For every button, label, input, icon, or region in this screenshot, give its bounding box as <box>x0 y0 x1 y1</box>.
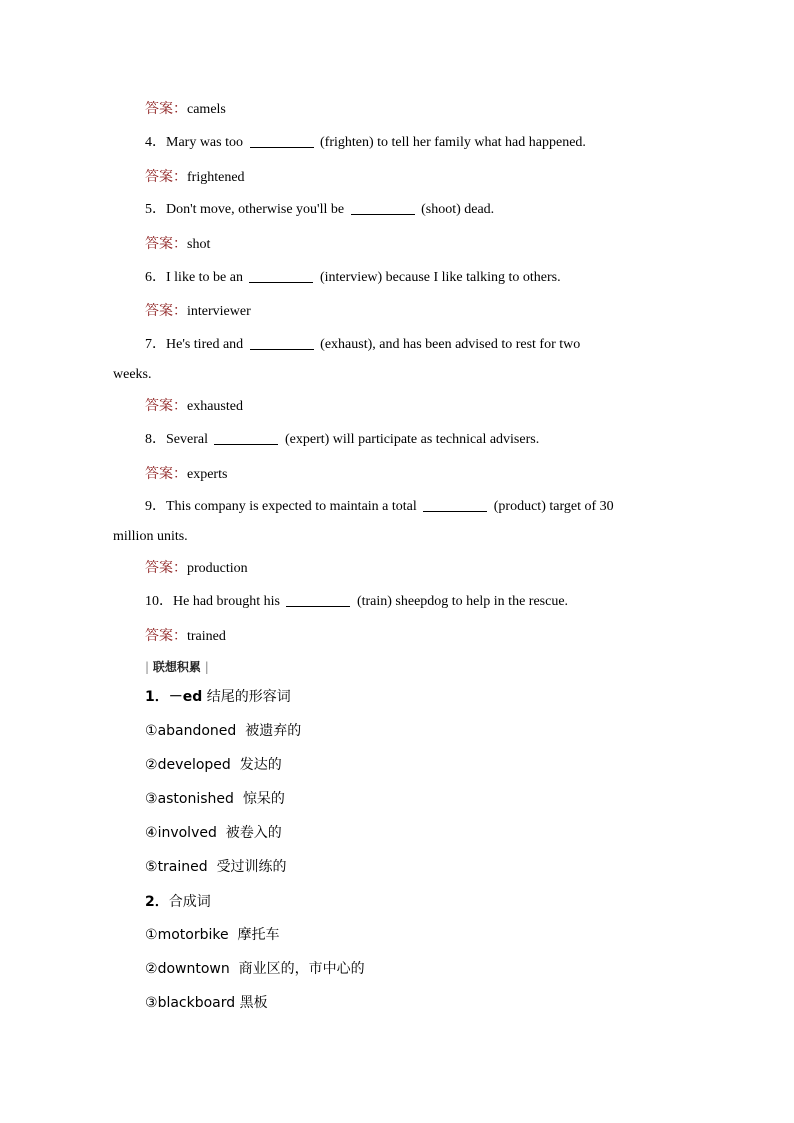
question-number: 4． <box>145 135 166 150</box>
question-5 <box>145 200 685 220</box>
vocab-entry <box>145 823 685 843</box>
entry-meaning: 商业区的，市中心的 <box>238 961 365 977</box>
entry-meaning: 发达的 <box>239 757 282 773</box>
answer-line <box>145 167 685 188</box>
group-heading-text: 合成词 <box>168 894 211 910</box>
question-text: He had brought his <box>173 594 284 609</box>
entry-mark: ① <box>145 723 158 739</box>
entry-mark: ① <box>145 927 158 943</box>
entry-meaning: 黑板 <box>239 995 268 1011</box>
entry-meaning: 被卷入的 <box>225 825 282 841</box>
entry-meaning: 摩托车 <box>237 927 280 943</box>
question-text: (exhaust), and has been advised to rest for two <box>316 337 581 352</box>
entry-mark: ④ <box>145 825 158 841</box>
answer-line <box>145 626 685 647</box>
entry-word: trained <box>157 859 208 875</box>
answer-line <box>145 558 685 579</box>
answer-label: 答案： <box>145 560 187 576</box>
question-text: (interview) because I like talking to others. <box>316 270 561 285</box>
answer-blank <box>351 200 415 215</box>
answer-text: experts <box>187 467 228 482</box>
answer-label: 答案： <box>145 628 187 644</box>
question-text: (product) target of 30 <box>490 499 614 514</box>
question-text: I like to be an <box>166 270 247 285</box>
question-8 <box>145 430 685 450</box>
question-text: (expert) will participate as technical advisers. <box>281 432 540 447</box>
question-number: 10． <box>145 594 173 609</box>
vocab-entry <box>145 959 685 979</box>
answer-text: camels <box>187 102 226 117</box>
entry-meaning: 受过训练的 <box>216 859 287 875</box>
answer-blank <box>250 133 314 148</box>
answer-text: interviewer <box>187 304 251 319</box>
entry-mark: ③ <box>145 995 158 1011</box>
bracket-left-icon: | <box>145 660 153 674</box>
entry-word: abandoned <box>157 723 237 739</box>
entry-word: motorbike <box>157 927 229 943</box>
bracket-right-icon: | <box>200 660 209 674</box>
answer-text: frightened <box>187 170 245 185</box>
answer-text: trained <box>187 629 226 644</box>
question-text: (frighten) to tell her family what had happened. <box>316 135 586 150</box>
section-title <box>145 658 209 675</box>
question-6 <box>145 268 685 288</box>
answer-blank <box>423 497 487 512</box>
answer-label: 答案： <box>145 398 187 414</box>
answer-label: 答案： <box>145 466 187 482</box>
question-number: 6． <box>145 270 166 285</box>
answer-text: shot <box>187 237 211 252</box>
answer-label: 答案： <box>145 101 187 117</box>
entry-mark: ③ <box>145 791 158 807</box>
question-4 <box>145 133 685 153</box>
answer-label: 答案： <box>145 169 187 185</box>
question-number: 9． <box>145 499 166 514</box>
question-7 <box>145 335 685 355</box>
group-number: 1． <box>145 689 169 705</box>
entry-word: developed <box>157 757 231 773</box>
answer-text: production <box>187 561 248 576</box>
question-text: Mary was too <box>166 135 247 150</box>
entry-word: involved <box>157 825 217 841</box>
vocab-entry <box>145 755 685 775</box>
entry-meaning: 惊呆的 <box>242 791 285 807</box>
answer-line <box>145 234 685 255</box>
question-text: This company is expected to maintain a total <box>166 499 421 514</box>
answer-blank <box>249 268 313 283</box>
answer-label: 答案： <box>145 303 187 319</box>
vocab-entry <box>145 789 685 809</box>
vocab-entry <box>145 857 685 877</box>
answer-text: exhausted <box>187 399 243 414</box>
question-text: Several <box>166 432 212 447</box>
question-continuation: weeks. <box>113 367 152 382</box>
question-9 <box>145 497 685 517</box>
entry-word: downtown <box>157 961 230 977</box>
entry-meaning: 被遗弃的 <box>245 723 302 739</box>
answer-blank <box>214 430 278 445</box>
answer-line <box>145 301 685 322</box>
question-text: He's tired and <box>166 337 247 352</box>
entry-word: blackboard <box>157 995 236 1011</box>
vocab-entry <box>145 925 685 945</box>
question-number: 8． <box>145 432 166 447</box>
vocab-entry <box>145 721 685 741</box>
group-heading <box>145 892 685 912</box>
group-heading <box>145 687 685 707</box>
answer-line <box>145 464 685 485</box>
question-text: (train) sheepdog to help in the rescue. <box>353 594 569 609</box>
entry-mark: ② <box>145 961 158 977</box>
entry-mark: ⑤ <box>145 859 158 875</box>
group-prefix: －ed <box>168 689 203 705</box>
vocab-entry <box>145 993 685 1013</box>
question-continuation: million units. <box>113 529 188 544</box>
answer-label: 答案： <box>145 236 187 252</box>
answer-blank <box>250 335 314 350</box>
question-text: (shoot) dead. <box>417 202 495 217</box>
entry-mark: ② <box>145 757 158 773</box>
question-10 <box>145 592 685 612</box>
section-title-text: 联想积累 <box>152 660 201 674</box>
answer-line <box>145 396 685 417</box>
entry-word: astonished <box>157 791 234 807</box>
question-number: 7． <box>145 337 166 352</box>
group-number: 2． <box>145 894 169 910</box>
answer-blank <box>286 592 350 607</box>
group-heading-text: 结尾的形容词 <box>202 689 291 705</box>
question-text: Don't move, otherwise you'll be <box>166 202 348 217</box>
question-number: 5． <box>145 202 166 217</box>
answer-line <box>145 99 685 120</box>
